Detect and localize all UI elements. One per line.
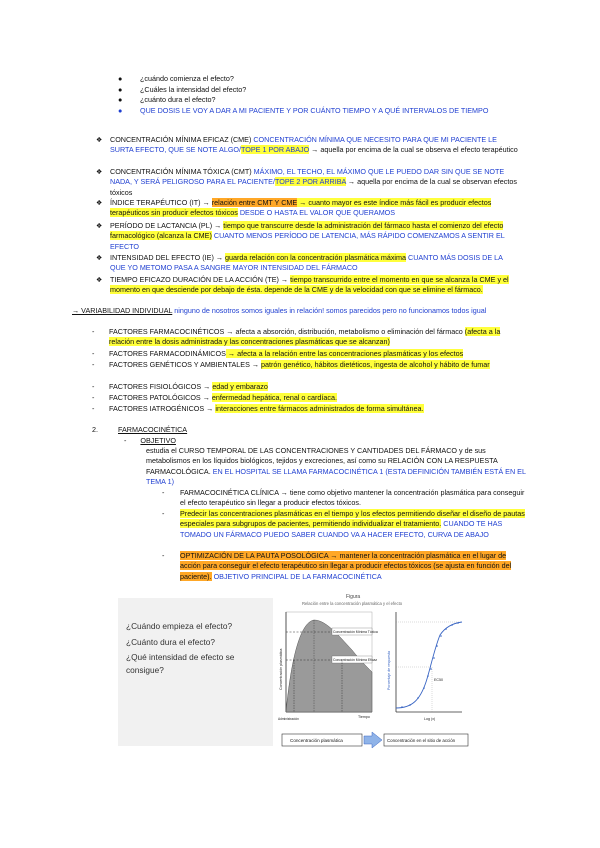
response-curve (396, 622, 462, 708)
diamond-bullet-icon: ❖ (96, 253, 103, 262)
concept-highlight-2: → cuanto mayor es este índice más fácil es producir efectos terapéuticos sin producir efectos tóxicos (110, 198, 492, 218)
section-title: FARMACOCINÉTICA (118, 425, 188, 434)
figure-question: ¿Qué intensidad de efecto se consigue? (126, 652, 235, 675)
concept-label: TIEMPO EFICAZO DURACIÓN DE LA ACCIÓN (TE) → (110, 275, 291, 284)
diamond-bullet-icon: ❖ (96, 221, 103, 230)
section-number: 2. (92, 425, 98, 434)
concept-highlight: tiempo que transcurre desde la administración del fármaco hasta el comienzo del efecto farmacológico (alcanza la CME) (110, 221, 504, 241)
concept-highlight: TOPE 1 POR ABAJO (241, 145, 310, 155)
concept-highlight: relación entre CMT Y CME (211, 198, 298, 207)
concept-note: CUANTO MÁS DOSIS DE LA QUE YO METOMO PASA A SANGRE MAYOR INTENSIDAD DEL FÁRMACO (110, 253, 503, 273)
concept-rest: → aquella por encima de la cual se observan efectos tóxicos (110, 177, 517, 197)
ec50-label: EC50 (434, 678, 443, 682)
arrow-icon (364, 732, 382, 748)
factor-text: → (204, 404, 216, 413)
concept-highlight: TOPE 2 POR ARRIBA (274, 177, 346, 187)
factor-label: FACTORES PATOLÓGICOS (109, 393, 201, 402)
concept-label: CONCENTRACIÓN MÍNIMA EFICAZ (CME) (110, 135, 252, 144)
variability-note (72, 306, 527, 316)
question-text: ¿Cuáles la intensidad del efecto? (140, 84, 247, 94)
concept-note: MÁXIMO, EL TECHO, EL MÁXIMO QUE LE PUEDO DAR SIN QUE SE NOTE NADA, Y SERÁ PELIGROSO PARA EL PACIENTE/ (110, 167, 505, 187)
cme-label: Concentración Mínima Eficaz (333, 658, 378, 662)
factor-highlight: edad y embarazo (212, 382, 268, 391)
concept-note: CONCENTRACIÓN MÍNIMA QUE NECESITO PARA QUE MI PACIENTE LE SURTA EFECTO, QUE SE NOTE ALGO/ (110, 135, 497, 155)
y-axis-label-left: Concentración plasmática (279, 648, 283, 690)
factor-highlight: (afecta a la relación entre la dosis administrada y las concentraciones plasmáticas que se alcanzan) (109, 327, 501, 347)
response-points (401, 622, 459, 708)
factor-text: → (200, 393, 212, 402)
pk-predict: Predecir las concentraciones plasmáticas en el tiempo y los efectos permitiendo diseñar el diseño de pautas especiales para subgrupos de pacientes, permitiendo individualizar el tratamiento. (180, 509, 525, 529)
factor-label: FACTORES FARMACOCINÉTICOS (109, 327, 225, 336)
factor-highlight: enfermedad hepática, renal o cardíaca. (211, 393, 337, 402)
question-blue: QUE DOSIS LE VOY A DAR A MI PACIENTE Y POR CUÁNTO TIEMPO Y A QUÉ INTERVALOS DE TIEMPO (140, 105, 489, 115)
concept-label: ÍNDICE TERAPÉUTICO (IT) → (110, 198, 212, 207)
factor-highlight: patrón genético, hábitos dietéticos, ingesta de alcohol y hábito de fumar (261, 360, 490, 369)
figure-questions-panel (118, 598, 273, 746)
factor-label: FACTORES FISIOLÓGICOS (109, 382, 202, 391)
diamond-bullet-icon: ❖ (96, 135, 103, 144)
objective-heading: - OBJETIVO (124, 436, 176, 445)
diamond-bullet-icon: ❖ (96, 198, 103, 207)
pk-predict-note: CUANDO TE HAS TOMADO UN FÁRMACO PUEDO SABER CUANDO VA A HACER EFECTO, CURVA DE ABAJO (180, 519, 503, 539)
factor-text: → afecta a absorción, distribución, metabolismo o eliminación del fármaco (224, 327, 463, 336)
pk-clinical: FARMACOCINÉTICA CLÍNICA → tiene como objetivo mantener la concentración plasmática para conseguir el efecto terapéutico sin llegar a producir efectos tóxicos. (180, 488, 525, 508)
objective-title: OBJETIVO (140, 436, 176, 445)
figure-question: ¿Cuánto dura el efecto? (126, 636, 216, 647)
question-text: ¿cuándo comienza el efecto? (140, 74, 234, 83)
concept-note: CUANTO MENOS PERÍODO DE LATENCIA, MÁS RÁPIDO COMENZAMOS A SENTIR EL EFECTO (110, 231, 505, 251)
cmt-label: Concentración Mínima Tóxica (333, 630, 378, 634)
concept-highlight: tiempo transcurrido entre el momento en que se alcanza la CME y el momento en que desciende por debajo de ésta. depende de la CME y de la velocidad con que se elimine el fármaco. (110, 275, 509, 295)
factor-highlight: interacciones entre fármacos administrados de forma simultánea. (215, 404, 424, 413)
concept-label: PERÍODO DE LACTANCIA (PL) → (110, 221, 224, 230)
objective-body (146, 446, 526, 488)
concept-highlight: guarda relación con la concentración plasmática máxima (225, 253, 406, 262)
factor-label: FACTORES IATROGÉNICOS (109, 404, 205, 413)
figure-caption: Figura (346, 594, 361, 600)
concept-rest: → aquella por encima de la cual se observa el efecto terapéutico (309, 145, 518, 155)
diamond-bullet-icon: ❖ (96, 275, 103, 284)
figure-caption-2: Relación entre la concentración plasmática y el efecto (302, 601, 403, 606)
pk-pd-figure (272, 590, 472, 760)
factor-label: FACTORES FARMACODINÁMICOS (109, 349, 226, 358)
variability-label: → VARIABILIDAD INDIVIDUAL (72, 306, 173, 315)
concept-note: DESDE O HASTA EL VALOR QUE QUERAMOS (237, 208, 396, 218)
y-axis-label-right: Porcentaje de respuesta (387, 651, 391, 690)
question-text: ¿cuánto dura el efecto? (140, 95, 216, 104)
pk-optimization: OPTIMIZACIÓN DE LA PAUTA POSOLÓGICA → mantener la concentración plasmática en el lugar de acción para conseguir el efecto terapéutico sin llegar a producir efectos tóxicos (se ajusta en función del paciente). (180, 551, 512, 581)
pk-optimization-note: OBJETIVO PRINCIPAL DE LA FARMACOCINÉTICA (211, 571, 382, 581)
factor-text: → afecta a la relación entre las concentraciones plasmáticas y los efectos (225, 349, 464, 358)
concept-label: INTENSIDAD DEL EFECTO (IE) → (110, 253, 226, 262)
diamond-bullet-icon: ❖ (96, 167, 103, 176)
factor-text: → (201, 382, 213, 391)
x-axis-label-right: Log (x) (424, 717, 436, 721)
variability-text: ninguno de nosotros somos iguales in relación! somos parecidos pero no funcionamos todos igual (172, 306, 487, 315)
factor-label: FACTORES GENÉTICOS Y AMBIENTALES (109, 360, 250, 369)
figure-question: ¿Cuándo empieza el efecto? (126, 621, 233, 631)
objective-note: EN EL HOSPITAL SE LLAMA FARMACOCINÉTICA 1 (ESTA DEFINICIÓN TAMBIÉN ESTÁ EN EL TEMA 1) (146, 466, 526, 487)
objective-text: estudia el CURSO TEMPORAL DE LAS CONCENTRACIONES Y CANTIDADES DEL FÁRMACO y de sus metabolismos en los líquidos biológicos, tejidos y excreciones, así como su RELACIÓN CON LA RESPUESTA FARMACOLÓGICA. (146, 446, 498, 476)
x-origin-label-left: Administración (278, 717, 299, 721)
site-box-label: Concentración en el sitio de acción (387, 738, 456, 743)
plasma-box-label: Concentración plasmática (290, 738, 343, 743)
factor-text: → (249, 360, 262, 369)
x-axis-label-left: Tiempo (358, 715, 370, 719)
concept-label: CONCENTRACIÓN MÍNIMA TÓXICA (CMT) (110, 167, 252, 176)
